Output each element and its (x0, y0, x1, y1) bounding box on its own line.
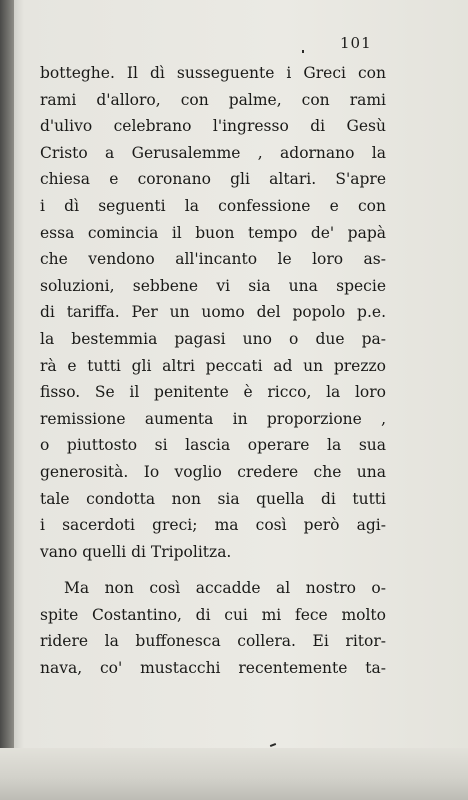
text-line: Ma non così accadde al nostro o- (64, 579, 386, 598)
text-line: di tariffa. Per un uomo del popolo p.e. (40, 303, 386, 322)
paragraph-gap (40, 565, 386, 575)
paragraph-1 (40, 60, 386, 565)
page-number: 101 (340, 34, 372, 52)
text-line: botteghe. Il dì susseguente i Greci con (40, 64, 386, 82)
text-line: rami d'alloro, con palme, con rami (40, 90, 386, 109)
text-line: chiesa e coronano gli altari. S'apre (40, 170, 386, 189)
text-line: la bestemmia pagasi uno o due pa- (40, 329, 386, 348)
text-line: che vendono all'incanto le loro as- (40, 250, 386, 269)
text-line: ridere la buffonesca collera. Ei ritor- (40, 632, 386, 651)
body-text (40, 60, 386, 682)
text-line: generosità. Io voglio credere che una (40, 462, 386, 481)
text-line: fisso. Se il penitente è ricco, la loro (40, 383, 386, 402)
text-line: o piuttosto si lascia operare la sua (40, 436, 386, 455)
page-binding-shadow (0, 0, 14, 800)
text-line: i dì seguenti la confessione e con (40, 196, 386, 215)
page-bottom-margin (0, 748, 468, 800)
text-line: nava, co' mustacchi recentemente ta- (40, 659, 386, 678)
text-line: rà e tutti gli altri peccati ad un prezzo (40, 356, 386, 375)
text-line: essa comincia il buon tempo de' papà (40, 223, 386, 242)
text-line: d'ulivo celebrano l'ingresso di Gesù (40, 117, 386, 136)
text-line: soluzioni, sebbene vi sia una specie (40, 276, 386, 295)
ink-speck (270, 743, 276, 747)
paragraph-2 (40, 575, 386, 681)
text-line: Cristo a Gerusalemme , adornano la (40, 143, 386, 162)
text-line: i sacerdoti greci; ma così però agi- (40, 516, 386, 535)
ink-speck (302, 50, 304, 53)
text-line: vano quelli di Tripolitza. (40, 542, 232, 561)
text-line: spite Costantino, di cui mi fece molto (40, 605, 386, 624)
text-line: tale condotta non sia quella di tutti (40, 489, 386, 508)
text-line: remissione aumenta in proporzione , (40, 409, 386, 428)
